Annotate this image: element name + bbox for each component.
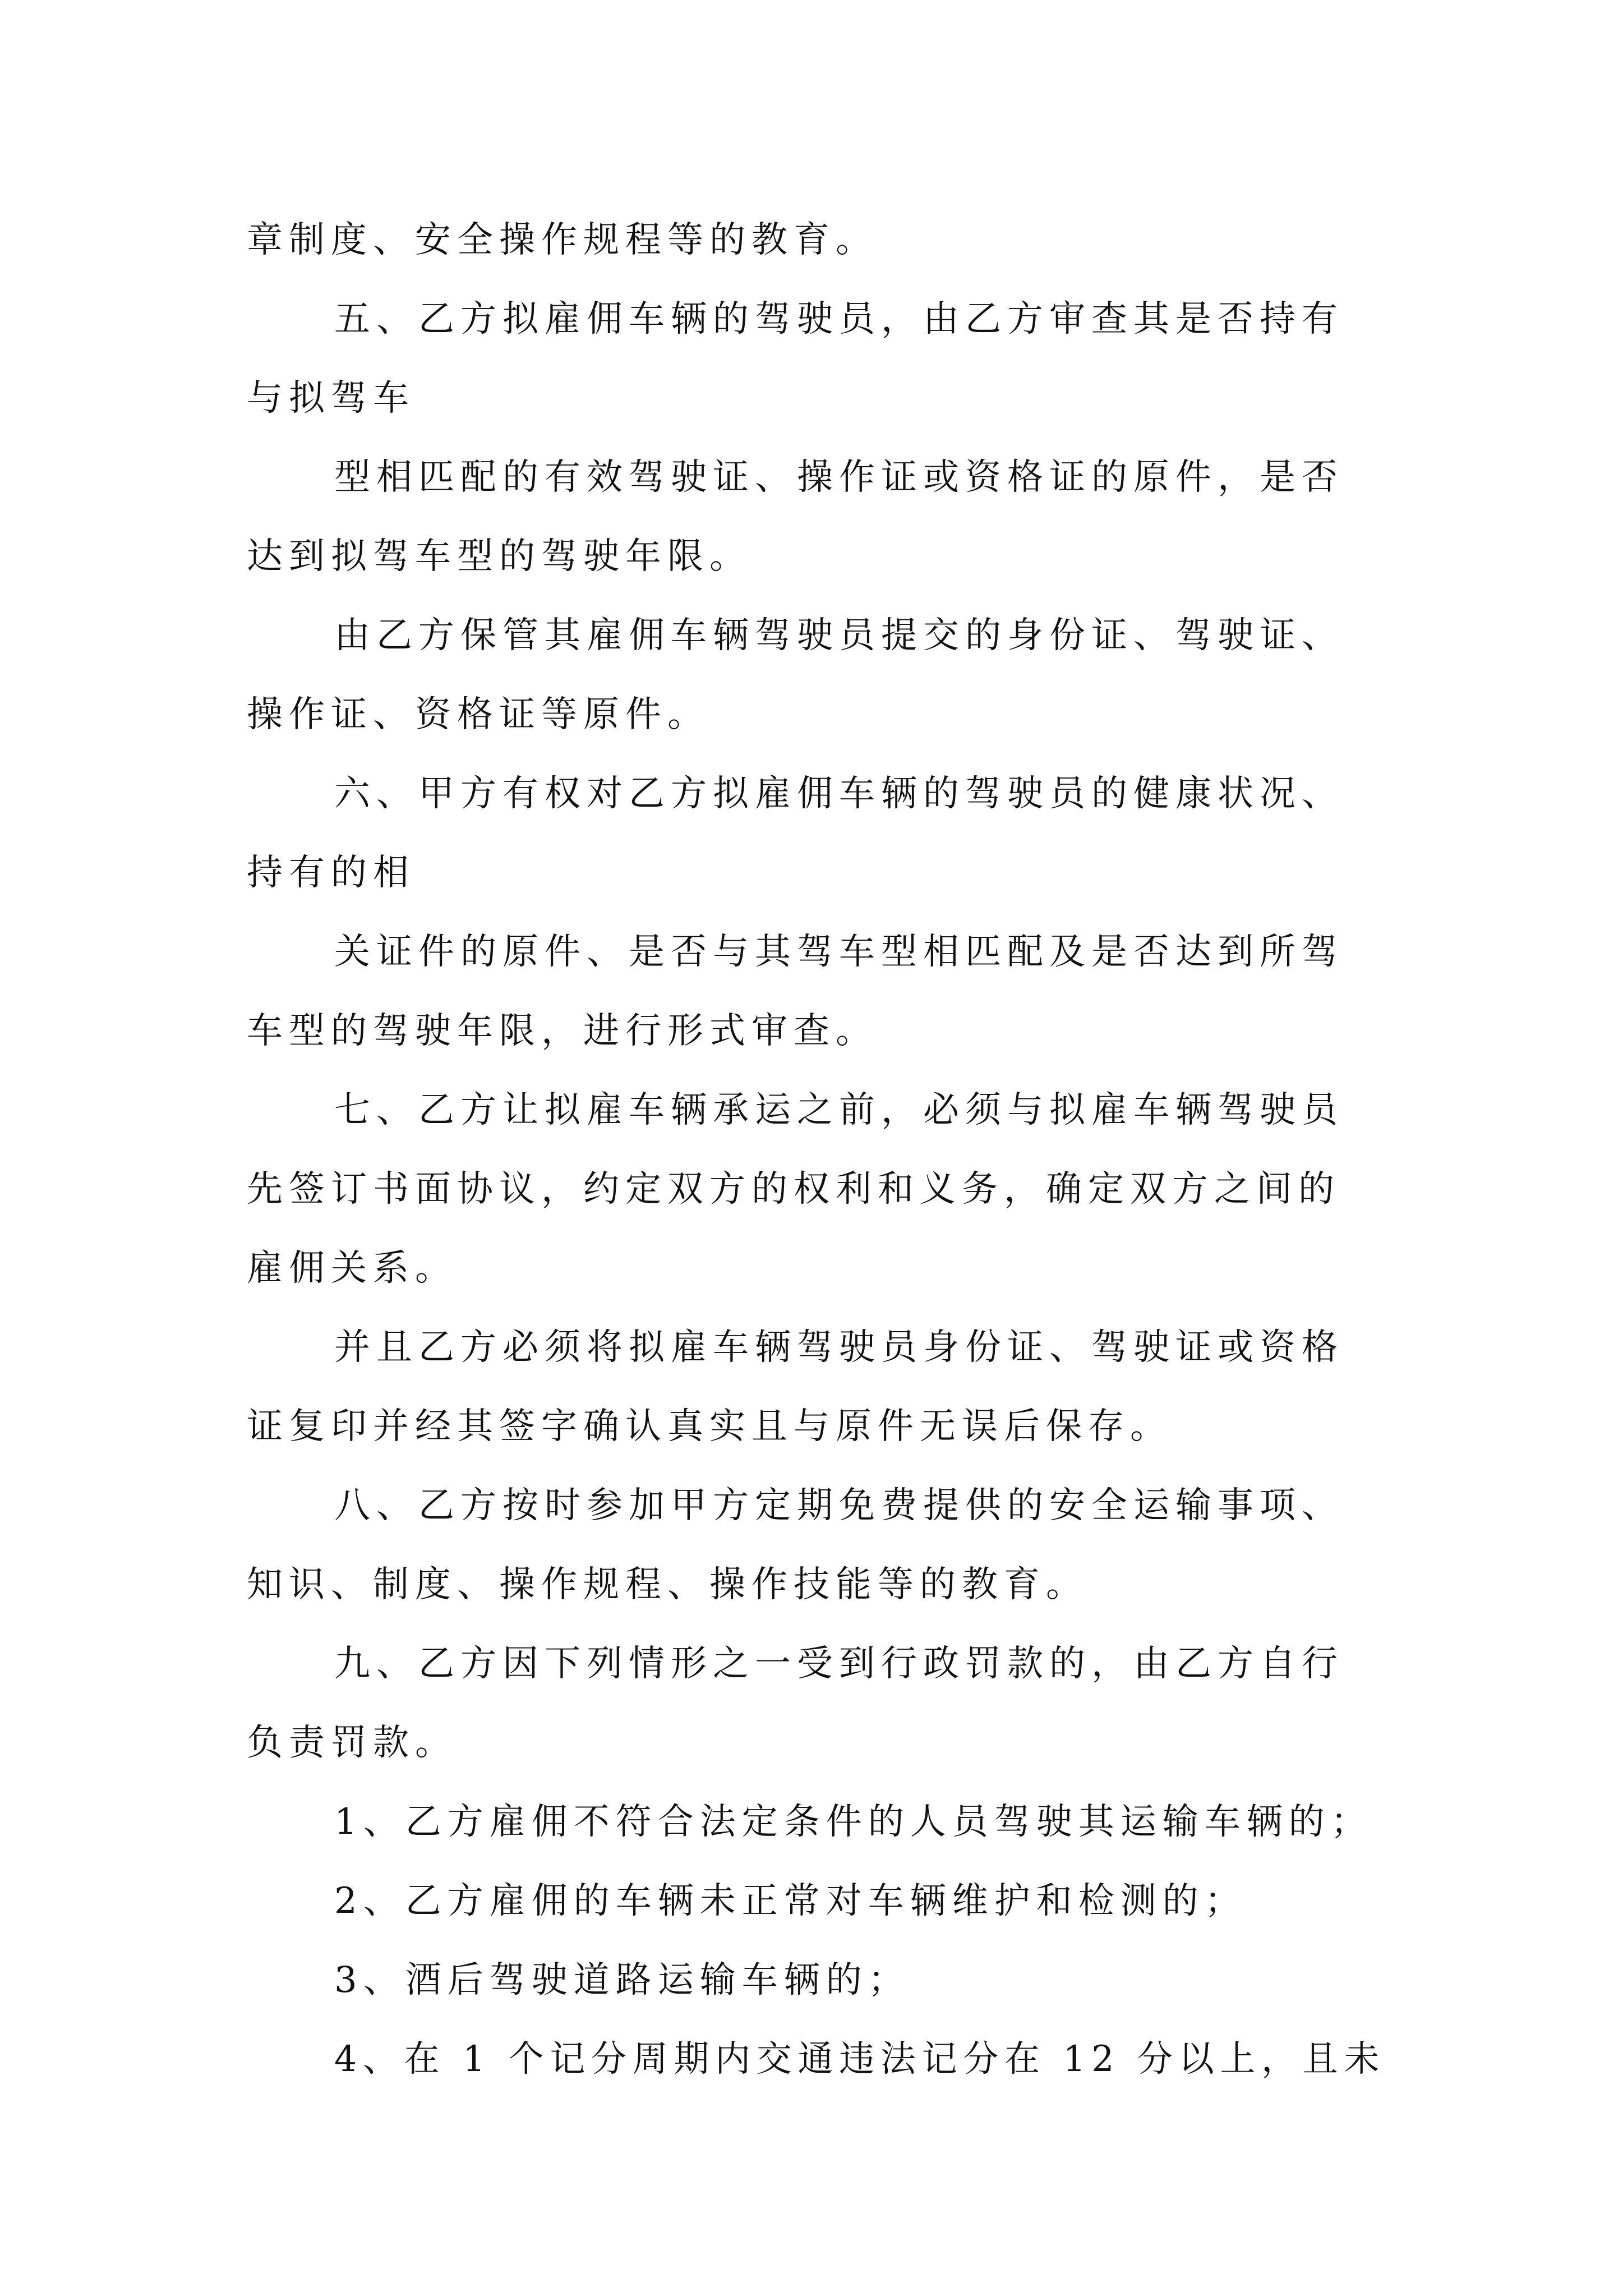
text-line: 关证件的原件、是否与其驾车型相匹配及是否达到所驾	[334, 931, 1344, 973]
text-line: 负责罚款。	[247, 1722, 457, 1764]
text-line: 3、酒后驾驶道路运输车辆的；	[334, 1959, 910, 2001]
text-line: 2、乙方雇佣的车辆未正常对车辆维护和检测的；	[334, 1880, 1247, 1922]
text-line: 九、乙方因下列情形之一受到行政罚款的，由乙方自行	[334, 1643, 1344, 1685]
text-line: 型相匹配的有效驾驶证、操作证或资格证的原件，是否	[334, 457, 1344, 498]
text-line: 五、乙方拟雇佣车辆的驾驶员，由乙方审查其是否持有	[334, 298, 1344, 340]
text-line: 八、乙方按时参加甲方定期免费提供的安全运输事项、	[334, 1485, 1344, 1526]
text-line: 证复印并经其签字确认真实且与原件无误后保存。	[247, 1406, 1172, 1447]
text-line: 由乙方保管其雇佣车辆驾驶员提交的身份证、驾驶证、	[334, 615, 1344, 656]
text-line: 先签订书面协议，约定双方的权利和义务，确定双方之间的	[247, 1168, 1340, 1210]
text-line: 章制度、安全操作规程等的教育。	[247, 219, 878, 261]
text-line: 4、在 1 个记分周期内交通违法记分在 12 分以上，且未	[334, 2039, 1386, 2080]
text-line: 操作证、资格证等原件。	[247, 694, 709, 735]
text-line: 并且乙方必须将拟雇车辆驾驶员身份证、驾驶证或资格	[334, 1327, 1344, 1368]
text-line: 车型的驾驶年限，进行形式审查。	[247, 1010, 878, 1052]
text-line: 六、甲方有权对乙方拟雇佣车辆的驾驶员的健康状况、	[334, 773, 1344, 815]
text-line: 七、乙方让拟雇车辆承运之前，必须与拟雇车辆驾驶员	[334, 1089, 1344, 1131]
text-line: 持有的相	[247, 852, 415, 894]
text-line: 雇佣关系。	[247, 1248, 457, 1289]
text-line: 知识、制度、操作规程、操作技能等的教育。	[247, 1564, 1088, 1605]
text-line: 与拟驾车	[247, 378, 415, 419]
text-line: 1、乙方雇佣不符合法定条件的人员驾驶其运输车辆的；	[334, 1801, 1373, 1843]
text-line: 达到拟驾车型的驾驶年限。	[247, 536, 751, 577]
